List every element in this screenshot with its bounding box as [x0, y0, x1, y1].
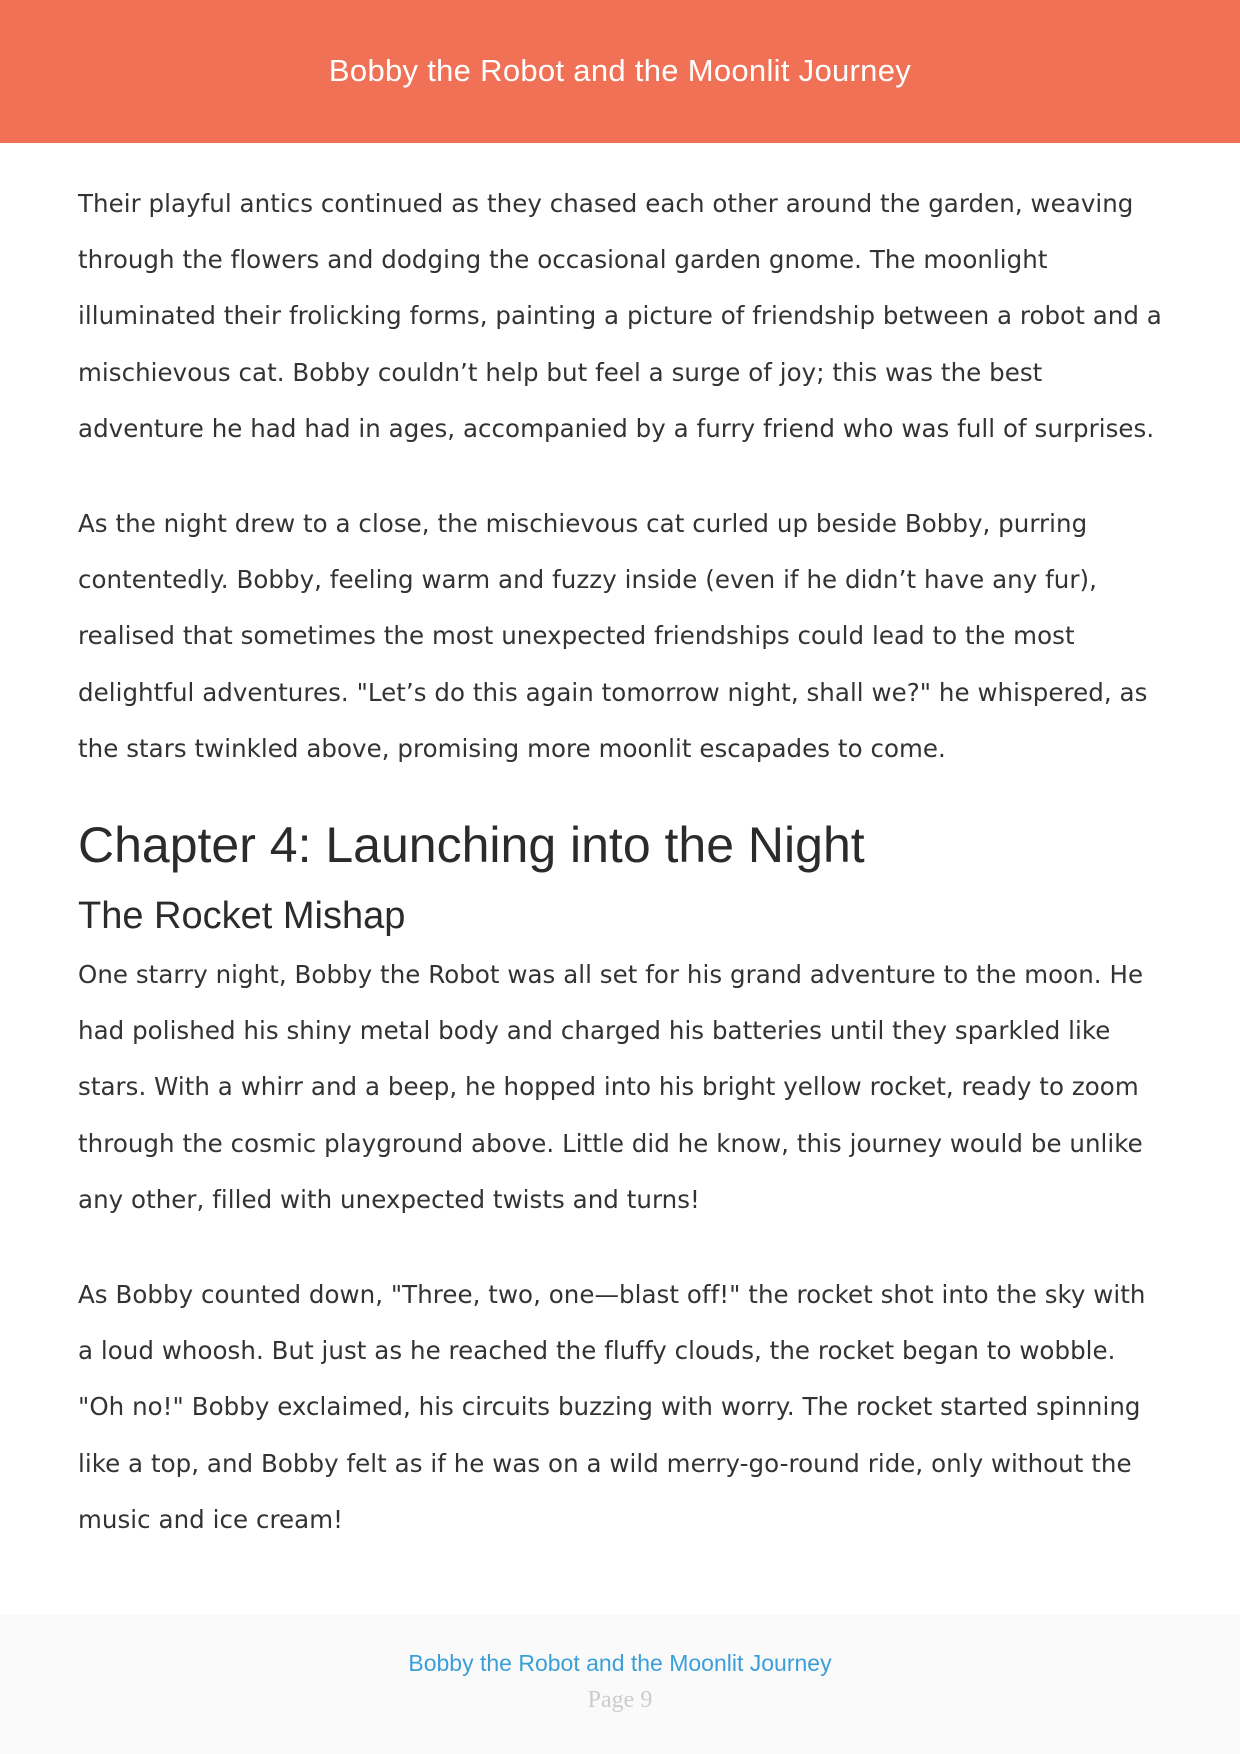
page-number: Page 9 — [587, 1687, 653, 1713]
paragraph: One starry night, Bobby the Robot was all set for his grand adventure to the moon. He had polished his shiny metal body and charged his batteries until they sparkled like stars. With a whirr and a beep, he hopped into his bright yellow rocket, ready to zoom through the cosmic playground above. Little did he know, this journey would be unlike any other, filled with unexpected twists and turns! — [78, 960, 1144, 1214]
page-header — [0, 0, 1240, 143]
paragraph: As Bobby counted down, "Three, two, one—blast off!" the rocket shot into the sky with a loud whoosh. But just as he reached the fluffy clouds, the rocket began to wobble. "Oh no!" Bobby exclaimed, his circuits buzzing with worry. The rocket started spinning like a top, and Bobby felt as if he was on a wild merry-go-round ride, only without the music and ice cream! — [78, 1280, 1146, 1534]
footer-title: Bobby the Robot and the Moonlit Journey — [408, 1650, 832, 1676]
page-footer — [0, 1615, 1240, 1754]
paragraph: As the night drew to a close, the mischievous cat curled up beside Bobby, purring contentedly. Bobby, feeling warm and fuzzy inside (even if he didn’t have any fur), realised that sometimes the most unexpected friendships could lead to the most delightful adventures. "Let’s do this again tomorrow night, shall we?" he whispered, as the stars twinkled above, promising more moonlit escapades to come. — [78, 509, 1148, 763]
page-content — [78, 176, 1168, 1548]
header-title: Bobby the Robot and the Moonlit Journey — [328, 52, 912, 88]
chapter-title: Chapter 4: Launching into the Night — [78, 817, 865, 874]
section-title: The Rocket Mishap — [78, 895, 406, 938]
paragraph: Their playful antics continued as they chased each other around the garden, weaving through the flowers and dodging the occasional garden gnome. The moonlight illuminated their frolicking forms, painting a picture of friendship between a robot and a mischievous cat. Bobby couldn’t help but feel a surge of joy; this was the best adventure he had had in ages, accompanied by a furry friend who was full of surprises. — [78, 189, 1162, 443]
